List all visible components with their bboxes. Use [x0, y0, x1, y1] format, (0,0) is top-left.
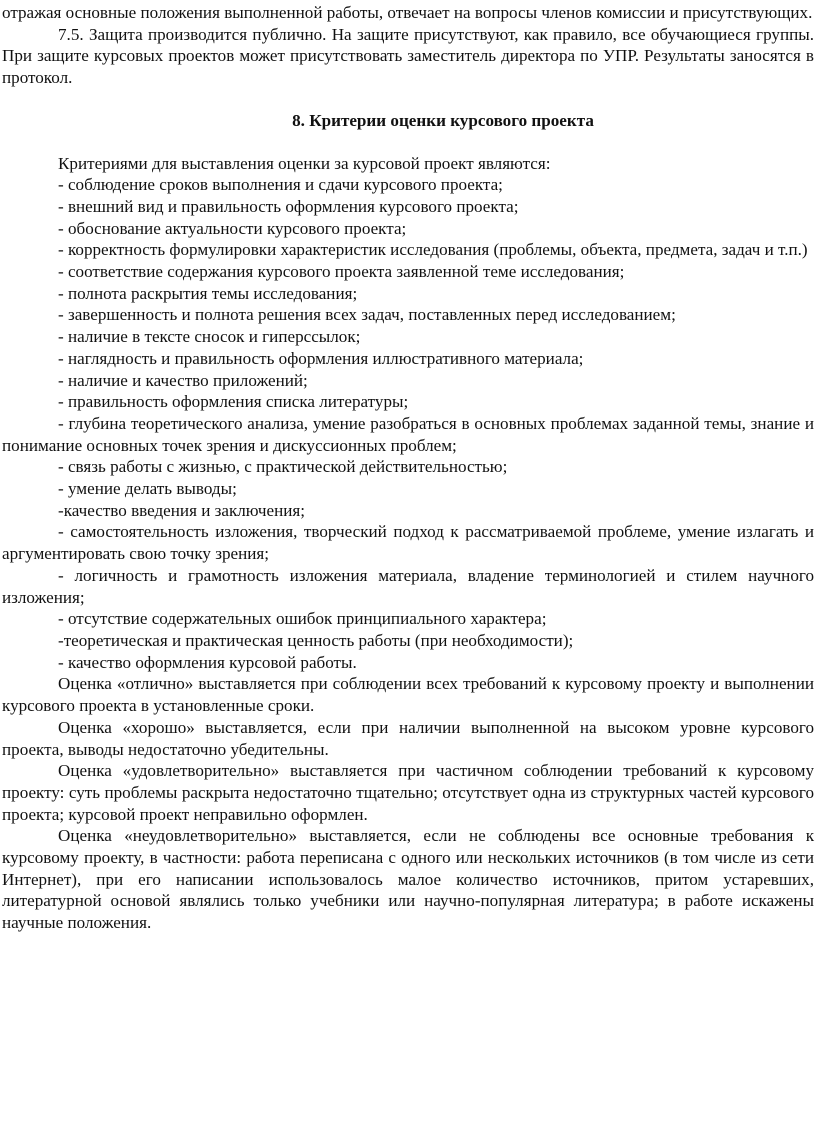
criteria-item: - правильность оформления списка литературы;	[58, 392, 409, 412]
criteria-item: - корректность формулировки характеристик исследования (проблемы, объекта, предмета, задач и т.п.)	[58, 240, 808, 260]
paragraph-7-5: 7.5. Защита производится публично. На защите присутствуют, как правило, все обучающиеся группы. При защите курсовых проектов может присутствовать заместитель директора по УПР. Результаты заносятся в протокол.	[2, 24, 814, 88]
criteria-item: - самостоятельность изложения, творческий подход к рассматриваемой проблеме, умение излагать и аргументировать свою точку зрения;	[2, 522, 814, 564]
section-heading: 8. Критерии оценки курсового проекта	[292, 110, 594, 130]
criteria-item: - качество оформления курсовой работы.	[58, 652, 357, 672]
criteria-item: - отсутствие содержательных ошибок принципиального характера;	[58, 609, 547, 629]
criteria-item: - внешний вид и правильность оформления курсового проекта;	[58, 196, 519, 216]
criteria-item: -теоретическая и практическая ценность работы (при необходимости);	[58, 630, 574, 650]
grade-unsatisfactory: Оценка «неудовлетворительно» выставляется, если не соблюдены все основные требования к курсовому проекту, в частности: работа переписана с одного или нескольких источников (в том числе из сети Интернет), при его написании использовалось малое количество источников, притом устаревших, литературной основой являлись только учебники или научно-популярная литература; в работе искажены научные положения.	[2, 826, 814, 933]
criteria-intro: Критериями для выставления оценки за курсовой проект являются:	[58, 153, 551, 173]
paragraph-continuation: отражая основные положения выполненной работы, отвечает на вопросы членов комиссии и присутствующих.	[2, 3, 813, 22]
criteria-item: - наличие и качество приложений;	[58, 370, 308, 390]
criteria-item: - полнота раскрытия темы исследования;	[58, 283, 358, 303]
criteria-item: - глубина теоретического анализа, умение разобраться в основных проблемах заданной темы, знание и понимание основных точек зрения и дискуссионных проблем;	[2, 413, 814, 455]
criteria-item: - наглядность и правильность оформления иллюстративного материала;	[58, 348, 584, 368]
grade-excellent: Оценка «отлично» выставляется при соблюдении всех требований к курсовому проекту и выполнении курсового проекта в установленные сроки.	[2, 674, 814, 716]
criteria-item: - завершенность и полнота решения всех задач, поставленных перед исследованием;	[58, 305, 676, 325]
criteria-item: - соблюдение сроков выполнения и сдачи курсового проекта;	[58, 175, 503, 195]
criteria-item: - связь работы с жизнью, с практической действительностью;	[58, 457, 508, 477]
criteria-list	[2, 174, 814, 673]
grade-satisfactory: Оценка «удовлетворительно» выставляется при частичном соблюдении требований к курсовому проекту: суть проблемы раскрыта недостаточно тщательно; отсутствует одна из структурных частей курсового проекта; курсовой проект неправильно оформлен.	[2, 761, 814, 824]
criteria-item: -качество введения и заключения;	[58, 500, 306, 520]
grade-descriptions	[2, 673, 814, 933]
criteria-item: - наличие в тексте сносок и гиперссылок;	[58, 327, 361, 347]
criteria-item: - соответствие содержания курсового проекта заявленной теме исследования;	[58, 262, 625, 282]
criteria-item: - обоснование актуальности курсового проекта;	[58, 218, 407, 238]
grade-good: Оценка «хорошо» выставляется, если при наличии выполненной на высоком уровне курсового проекта, выводы недостаточно убедительны.	[2, 717, 814, 759]
criteria-item: - умение делать выводы;	[58, 479, 237, 499]
criteria-item: - логичность и грамотность изложения материала, владение терминологией и стилем научного изложения;	[2, 565, 814, 607]
